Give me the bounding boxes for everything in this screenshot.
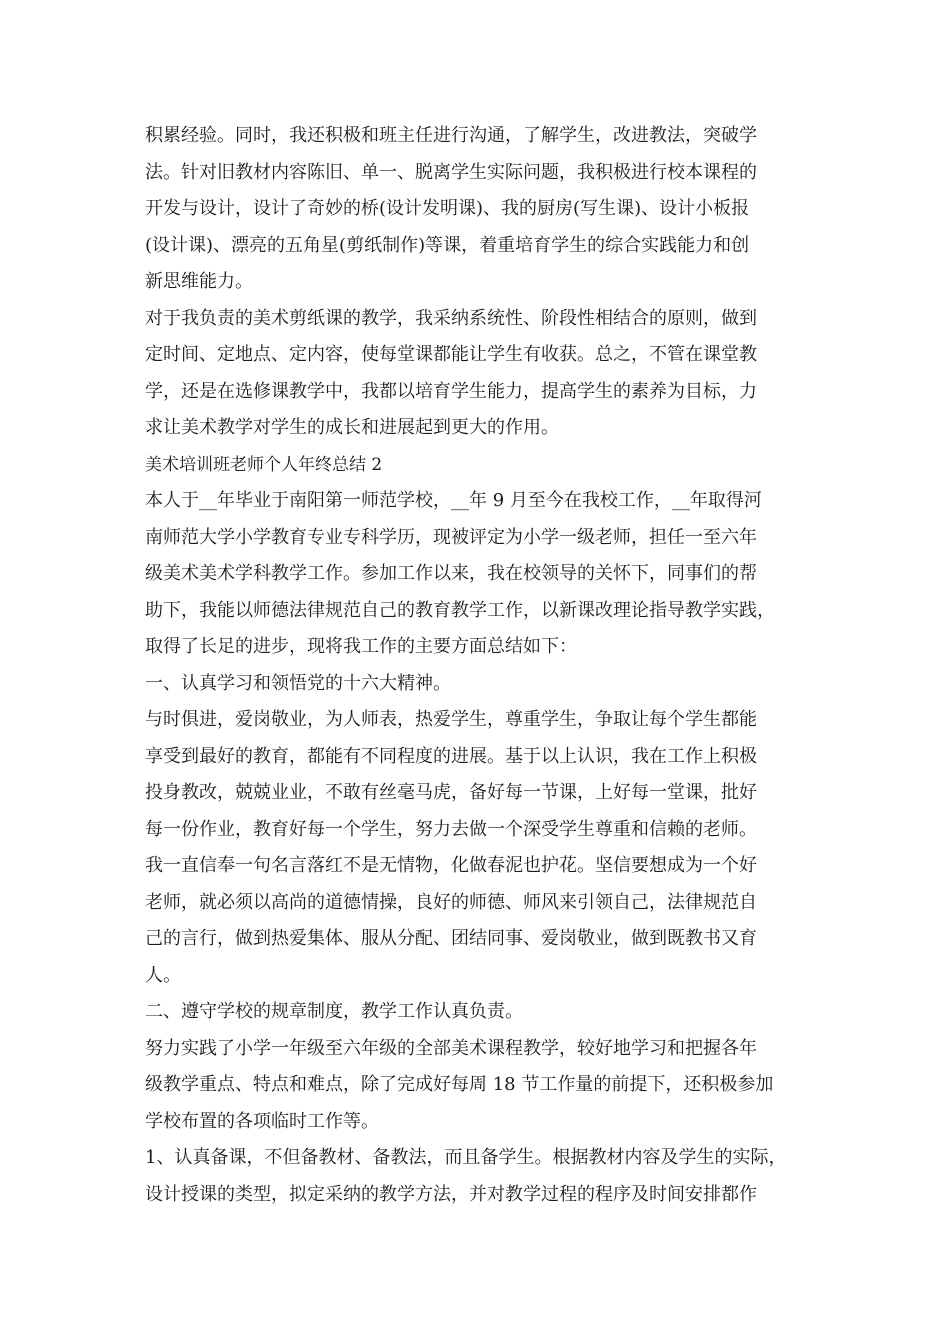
text-line: 对于我负责的美术剪纸课的教学，我采纳系统性、阶段性相结合的原则，做到 (145, 307, 757, 329)
text-line: 定时间、定地点、定内容，使每堂课都能让学生有收获。总之，不管在课堂教 (145, 344, 757, 365)
document-body (145, 118, 805, 1213)
text-line: 级教学重点、特点和难点，除了完成好每周 18 节工作量的前提下，还积极参加 (145, 1074, 774, 1095)
text-line: 与时俱进，爱岗敬业，为人师表，热爱学生，尊重学生，争取让每个学生都能 (145, 709, 757, 730)
text-line: 级美术美术学科教学工作。参加工作以来，我在校领导的关怀下，同事们的帮 (145, 563, 757, 584)
text-line: 人。 (145, 964, 181, 986)
text-line: 投身教改，兢兢业业，不敢有丝毫马虎，备好每一节课，上好每一堂课，批好 (145, 782, 757, 803)
text-line: (设计课)、漂亮的五角星(剪纸制作)等课，着重培育学生的综合实践能力和创 (145, 234, 750, 256)
text-line: 我一直信奉一句名言落红不是无情物，化做春泥也护花。坚信要想成为一个好 (145, 855, 757, 876)
text-line: 学，还是在选修课教学中，我都以培育学生能力，提高学生的素养为目标，力 (145, 380, 757, 402)
text-line: 新思维能力。 (145, 271, 253, 292)
text-line: 设计授课的类型，拟定采纳的教学方法，并对教学过程的程序及时间安排都作 (145, 1183, 757, 1205)
section-heading: 美术培训班老师个人年终总结 2 (145, 454, 383, 475)
text-line: 己的言行，做到热爱集体、服从分配、团结同事、爱岗敬业，做到既教书又育 (145, 928, 757, 949)
text-line: 本人于__年毕业于南阳第一师范学校，__年 9 月至今在我校工作，__年取得河 (145, 490, 762, 511)
section-heading: 一、认真学习和领悟党的十六大精神。 (145, 672, 451, 694)
text-line: 求让美术教学对学生的成长和进展起到更大的作用。 (145, 417, 559, 438)
text-line: 1、认真备课，不但备教材、备教法，而且备学生。根据教材内容及学生的实际， (145, 1147, 787, 1168)
text-line: 法。针对旧教材内容陈旧、单一、脱离学生实际问题，我积极进行校本课程的 (145, 161, 757, 183)
text-line: 享受到最好的教育，都能有不同程度的进展。基于以上认识，我在工作上积极 (145, 745, 757, 767)
text-line: 老师，就必须以高尚的道德情操，良好的师德、师风来引领自己，法律规范自 (145, 891, 757, 913)
text-line: 取得了长足的进步，现将我工作的主要方面总结如下： (145, 636, 577, 657)
section-heading: 二、遵守学校的规章制度，教学工作认真负责。 (145, 1001, 523, 1022)
text-line: 每一份作业，教育好每一个学生，努力去做一个深受学生尊重和信赖的老师。 (145, 818, 757, 840)
text-line: 开发与设计，设计了奇妙的桥(设计发明课)、我的厨房(写生课)、设计小板报 (145, 198, 750, 219)
text-line: 助下，我能以师德法律规范自己的教育教学工作，以新课改理论指导教学实践， (145, 599, 775, 621)
text-line: 南师范大学小学教育专业专科学历，现被评定为小学一级老师，担任一至六年 (145, 526, 757, 548)
text-line: 积累经验。同时，我还积极和班主任进行沟通，了解学生，改进教法，突破学 (145, 125, 757, 146)
text-line: 努力实践了小学一年级至六年级的全部美术课程教学，较好地学习和把握各年 (145, 1037, 757, 1059)
text-line: 学校布置的各项临时工作等。 (145, 1110, 379, 1132)
